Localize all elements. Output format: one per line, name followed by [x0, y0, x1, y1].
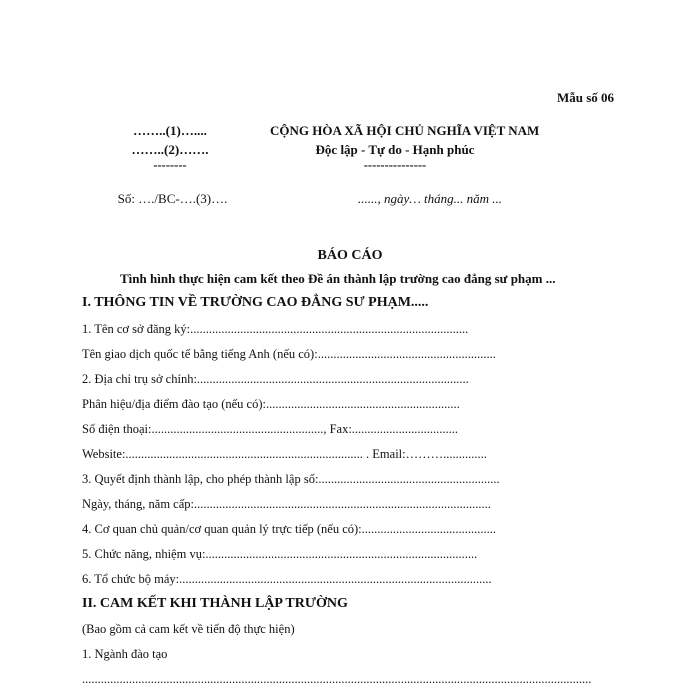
field-line: 4. Cơ quan chủ quản/cơ quan quản lý trực tiếp (nếu có):...........................................	[82, 522, 497, 536]
section-2-heading: II. CAM KẾT KHI THÀNH LẬP TRƯỜNG	[82, 596, 348, 611]
field-line: 2. Địa chỉ trụ sở chính:.......................................................................................	[82, 372, 469, 386]
field-line: Website:............................................................................ . Email:………..............	[82, 447, 487, 461]
agency-rule: --------	[153, 158, 187, 172]
country-name: CỘNG HÒA XÃ HỘI CHỦ NGHĨA VIỆT NAM	[270, 123, 540, 138]
field-line: Số điện thoại:......................................................., Fax:..................................	[82, 422, 459, 436]
agency-line-2: ……..(2)…….	[131, 142, 209, 157]
field-line: 3. Quyết định thành lập, cho phép thành lập số:..........................................................	[82, 472, 500, 486]
report-subtitle: Tình hình thực hiện cam kết theo Đề án thành lập trường cao đẳng sư phạm ...	[120, 271, 556, 286]
place-date: ......, ngày… tháng... năm ...	[357, 191, 503, 206]
motto-rule: ---------------	[363, 158, 427, 172]
agency-line-1: ……..(1)…....	[133, 123, 207, 138]
field-line: Phân hiệu/địa điểm đào tạo (nếu có):..............................................................	[82, 397, 460, 411]
country-motto: Độc lập - Tự do - Hạnh phúc	[315, 142, 475, 157]
field-line: Ngày, tháng, năm cấp:...............................................................................................	[82, 497, 491, 511]
section-2-item-1: 1. Ngành đào tạo	[82, 647, 168, 661]
document-number: Số: …./BC-….(3)….	[117, 191, 228, 206]
field-line: 5. Chức năng, nhiệm vụ:.......................................................................................	[82, 547, 478, 561]
section-2-note: (Bao gồm cả cam kết về tiến độ thực hiện)	[82, 622, 295, 636]
form-code: Mẫu số 06	[556, 90, 614, 105]
report-title: BÁO CÁO	[317, 248, 383, 263]
field-line: Tên giao dịch quốc tế bằng tiếng Anh (nếu có):.........................................................	[82, 347, 496, 361]
field-line: 1. Tên cơ sở đăng ký:.........................................................................................	[82, 322, 469, 336]
dotted-line: ...................................................................................................................................................................	[82, 672, 592, 686]
section-1-heading: I. THÔNG TIN VỀ TRƯỜNG CAO ĐẲNG SƯ PHẠM.....	[82, 295, 429, 310]
field-line: 6. Tổ chức bộ máy:....................................................................................................	[82, 572, 492, 586]
